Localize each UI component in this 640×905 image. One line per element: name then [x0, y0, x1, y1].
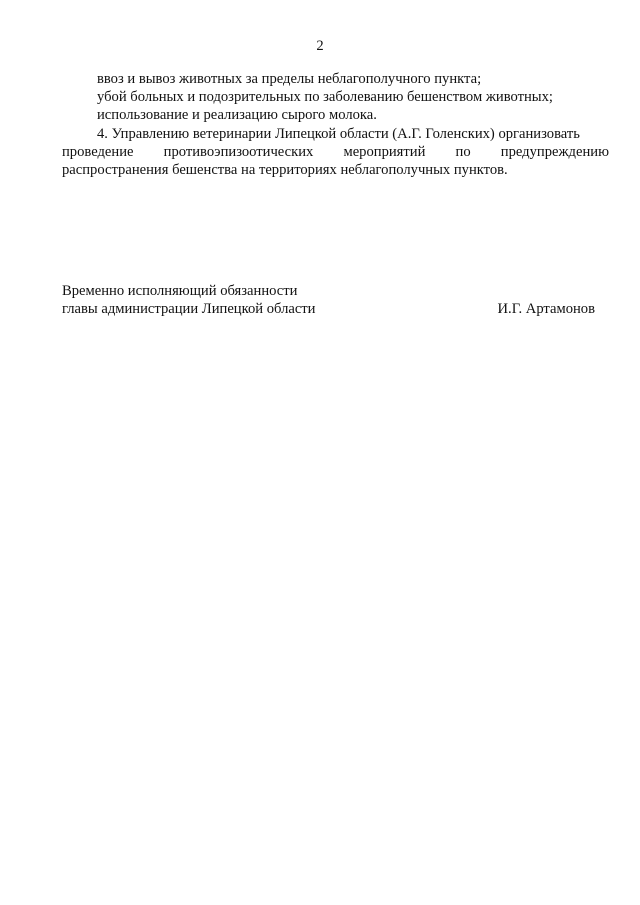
signatory-name: И.Г. Артамонов: [497, 301, 595, 318]
signature-block: [62, 282, 595, 319]
word: противоэпизоотических: [163, 143, 314, 160]
paragraph-4: [62, 125, 609, 180]
word: по: [455, 143, 471, 160]
list-item: убой больных и подозрительных по заболеванию бешенством животных;: [97, 89, 553, 106]
word: проведение: [62, 143, 134, 160]
signatory-position-line-2: главы администрации Липецкой области: [62, 301, 316, 318]
signatory-row: [62, 300, 595, 319]
paragraph-4-line-1: 4. Управлению ветеринарии Липецкой области (А.Г. Голенских) организовать: [97, 125, 580, 142]
document-body: [62, 70, 609, 179]
list-item: использование и реализацию сырого молока.: [97, 107, 377, 124]
word: мероприятий: [343, 143, 426, 160]
signatory-position-line-1: Временно исполняющий обязанности: [62, 283, 298, 299]
word: предупреждению: [500, 143, 609, 160]
paragraph-4-line-2: [62, 143, 609, 161]
page-number: 2: [316, 38, 324, 54]
list-item: ввоз и вывоз животных за пределы неблагополучного пункта;: [97, 71, 482, 87]
paragraph-4-line-3: распространения бешенства на территориях неблагополучных пунктов.: [62, 162, 508, 179]
